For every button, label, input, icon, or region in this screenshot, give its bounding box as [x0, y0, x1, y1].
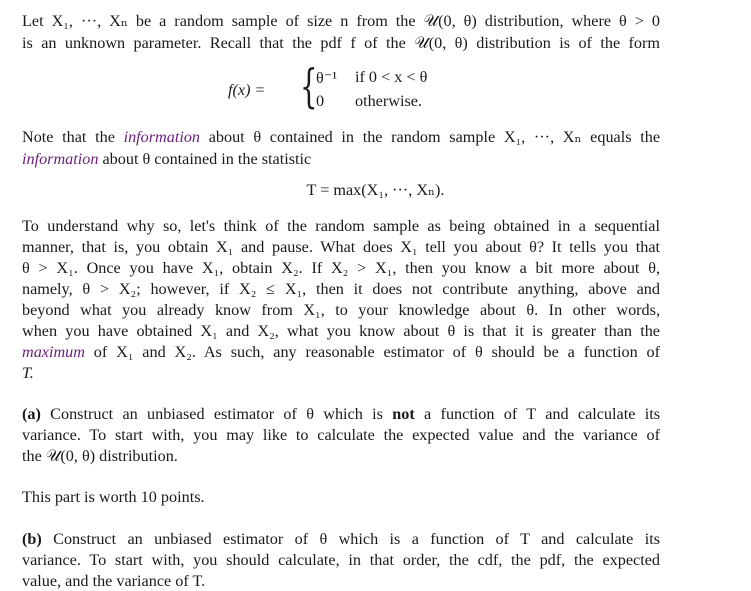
note-line-1 [22, 127, 660, 147]
explain-line-5: beyond what you already know from X₁, to your knowledge about θ. In other words, [22, 301, 660, 319]
part-a-bold: not [392, 405, 415, 423]
pdf-case1-value: θ⁻¹ [316, 69, 338, 87]
explain-line-7 [22, 342, 660, 362]
note-line-2 [22, 149, 311, 169]
part-b-line-2: variance. To start with, you should calculate, in that order, the cdf, the pdf, the expected [22, 551, 660, 569]
explain-line-8: T. [22, 364, 34, 382]
part-a-line-3: the 𝒰(0, θ) distribution. [22, 447, 178, 465]
part-b-line-3: value, and the variance of T. [22, 572, 206, 590]
explain-line-1: To understand why so, let's think of the random sample as being obtained in a sequential [22, 217, 660, 235]
part-a-text: Construct an unbiased estimator of θ which is [40, 405, 393, 423]
pdf-case2-condition: otherwise. [355, 92, 422, 110]
intro-line-1: Let X₁, ···, Xₙ be a random sample of size n from the 𝒰(0, θ) distribution, where θ > 0 [22, 12, 660, 30]
note-text: Note that the [22, 128, 124, 146]
explain-text: of X₁ and X₂. As such, any reasonable estimator of θ should be a function of [84, 343, 660, 361]
explain-line-4: namely, θ > X₂; however, if X₂ ≤ X₁, then it does not contribute anything, above and [22, 280, 660, 298]
note-text: about θ contained in the statistic [98, 150, 312, 168]
pdf-lhs: f(x) = [228, 81, 266, 99]
note-emphasis: information [22, 150, 99, 168]
explain-line-3: θ > X₁. Once you have X₁, obtain X₂. If X₂ > X₁, then you know a bit more about θ, [22, 259, 660, 277]
part-b-line-1 [22, 529, 660, 549]
note-emphasis: information [123, 128, 201, 146]
part-b-label: (b) [22, 530, 42, 548]
note-text: about θ contained in the random sample X₁, ···, Xₙ equals the [200, 128, 660, 146]
part-a-line-2: variance. To start with, you may like to calculate the expected value and the variance of [22, 426, 660, 444]
explain-emphasis: maximum [22, 343, 85, 361]
pdf-case2-value: 0 [316, 92, 325, 110]
part-a-line-1 [22, 404, 660, 424]
explain-line-6: when you have obtained X₁ and X₂, what you know about θ is that it is greater than the [22, 322, 660, 340]
part-b-text: Construct an unbiased estimator of θ which is a function of T and calculate its [41, 530, 660, 548]
intro-line-2: is an unknown parameter. Recall that the pdf f of the 𝒰(0, θ) distribution is of the form [22, 34, 660, 52]
part-a-text: a function of T and calculate its [414, 405, 660, 423]
explain-line-2: manner, that is, you obtain X₁ and pause. What does X₁ tell you about θ? It tells you that [22, 238, 660, 256]
part-a-label: (a) [22, 405, 41, 423]
statistic-equation: T = max(X₁, ···, Xₙ). [306, 181, 445, 199]
points-note: This part is worth 10 points. [22, 488, 205, 506]
left-brace: { [300, 59, 318, 113]
pdf-case1-condition: if 0 < x < θ [355, 68, 428, 86]
